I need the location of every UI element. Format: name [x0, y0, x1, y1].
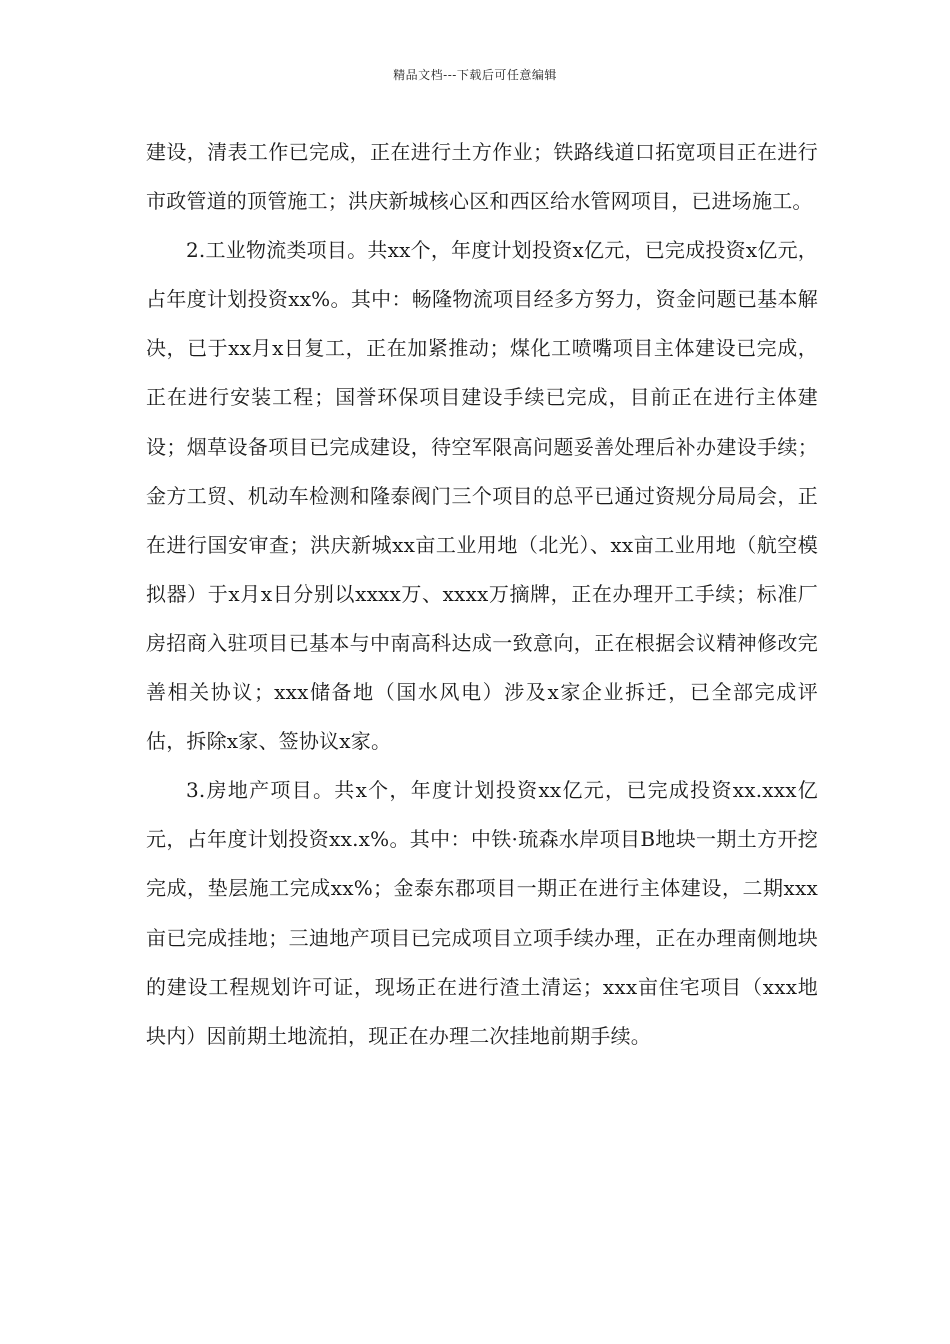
paragraph-industrial-logistics: 2.工业物流类项目。共xx个，年度计划投资x亿元，已完成投资x亿元，占年度计划投资xx%。其中：畅隆物流项目经多方努力，资金问题已基本解决，已于xx月x日复工，正在加紧推动；煤化工喷嘴项目主体建设已完成，正在进行安装工程；国誉环保项目建设手续已完成，目前正在进行主体建设；烟草设备项目已完成建设，待空军限高问题妥善处理后补办建设手续；金方工贸、机动车检测和隆泰阀门三个项目的总平已通过资规分局局会，正在进行国安审查；洪庆新城xx亩工业用地（北光）、xx亩工业用地（航空模拟器）于x月x日分别以xxxx万、xxxx万摘牌，正在办理开工手续；标准厂房招商入驻项目已基本与中南高科达成一致意向，正在根据会议精神修改完善相关协议；xxx储备地（国水风电）涉及x家企业拆迁，已全部完成评估，拆除x家、签协议x家。	[146, 238, 818, 754]
paragraph-real-estate: 3.房地产项目。共x个，年度计划投资xx亿元，已完成投资xx.xxx亿元，占年度计划投资xx.x%。其中：中铁·琉森水岸项目B地块一期土方开挖完成，垫层施工完成xx%；金泰东郡项目一期正在进行主体建设，二期xxx亩已完成挂地；三迪地产项目已完成项目立项手续办理，正在办理南侧地块的建设工程规划许可证，现场正在进行渣土清运；xxx亩住宅项目（xxx地块内）因前期土地流拍，现正在办理二次挂地前期手续。	[146, 778, 818, 1048]
document-body	[146, 128, 818, 1061]
paragraph-continuation: 建设，清表工作已完成，正在进行土方作业；铁路线道口拓宽项目正在进行市政管道的顶管施工；洪庆新城核心区和西区给水管网项目，已进场施工。	[146, 140, 818, 214]
page-header: 精品文档---下载后可任意编辑	[393, 68, 557, 82]
